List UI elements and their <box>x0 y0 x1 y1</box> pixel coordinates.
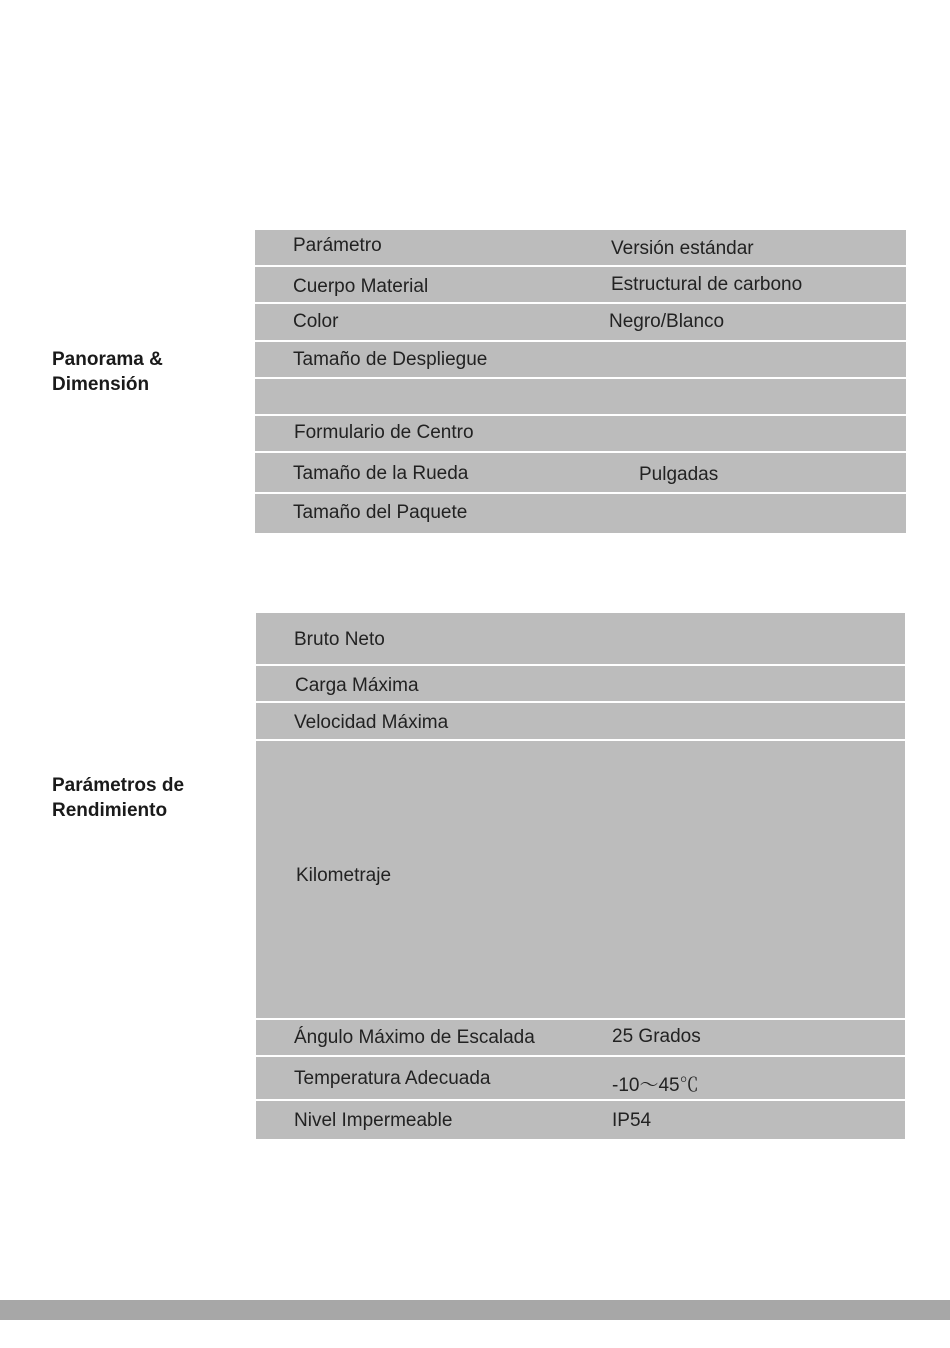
table-row-carga-maxima <box>256 666 905 703</box>
table-row-cuerpo-material <box>255 267 906 304</box>
row-label: Tamaño del Paquete <box>293 502 468 523</box>
row-label: Ángulo Máximo de Escalada <box>294 1027 535 1048</box>
row-value: IP54 <box>612 1110 652 1131</box>
table-row-angulo-escalada <box>256 1020 905 1057</box>
table-row-temperatura <box>256 1057 905 1101</box>
table-row-formulario-centro <box>255 416 906 453</box>
spec-table-panorama <box>255 230 906 533</box>
table-row-velocidad-maxima <box>256 703 905 741</box>
row-value: Pulgadas <box>639 464 719 485</box>
row-label: Parámetro <box>293 235 382 256</box>
row-label: Color <box>293 311 339 332</box>
section-title-panorama <box>52 347 163 397</box>
row-label: Velocidad Máxima <box>294 712 449 733</box>
row-label: Kilometraje <box>296 865 392 886</box>
table-row-tamano-despliegue <box>255 342 906 379</box>
section-title-line: Panorama & <box>52 349 163 370</box>
section-title-line: Dimensión <box>52 374 150 395</box>
row-label: Cuerpo Material <box>293 276 429 297</box>
table-row-tamano-paquete <box>255 494 906 533</box>
row-value: Versión estándar <box>611 238 754 259</box>
row-value: Negro/Blanco <box>609 311 725 332</box>
section-title-line: Rendimiento <box>52 800 168 821</box>
row-label: Tamaño de Despliegue <box>293 349 488 370</box>
section-title-rendimiento <box>52 773 184 823</box>
row-value: Estructural de carbono <box>611 274 803 295</box>
table-row-nivel-impermeable <box>256 1101 905 1139</box>
table-row-parametro <box>255 230 906 267</box>
section-title-line: Parámetros de <box>52 775 185 796</box>
row-value: 25 Grados <box>612 1026 701 1047</box>
row-label: Carga Máxima <box>295 675 419 696</box>
footer-bar <box>0 1300 950 1320</box>
table-row-empty <box>255 379 906 416</box>
table-row-tamano-rueda <box>255 453 906 494</box>
row-value: -10～45℃ <box>612 1075 699 1096</box>
row-label: Tamaño de la Rueda <box>293 463 469 484</box>
table-row-kilometraje <box>256 741 905 1020</box>
row-label: Formulario de Centro <box>294 422 474 443</box>
table-row-color <box>255 304 906 342</box>
row-label: Nivel Impermeable <box>294 1110 453 1131</box>
row-label: Bruto Neto <box>294 629 385 650</box>
row-label: Temperatura Adecuada <box>294 1068 491 1089</box>
spec-table-rendimiento <box>256 613 905 1139</box>
table-row-bruto-neto <box>256 613 905 666</box>
